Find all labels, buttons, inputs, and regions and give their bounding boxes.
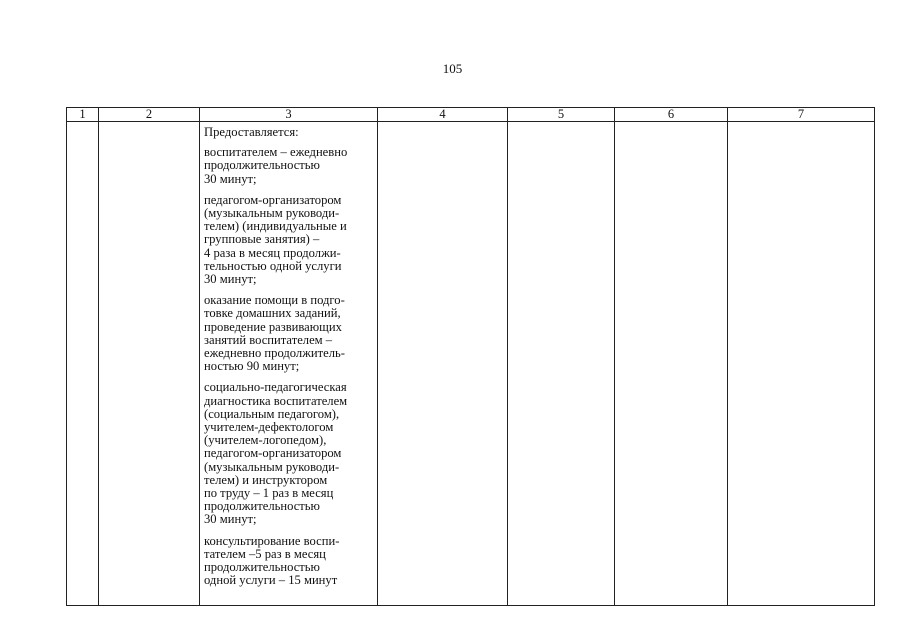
service-paragraph: социально-педагогическая диагностика воспитателем (социальным педагогом), учителем-дефектологом (учителем-логопедом), педагогом-организатором (музыкальным руководи- телем) и инструктором по труду – 1 раз в месяц продолжительностью 30 минут; <box>204 380 348 527</box>
column-header-6: 6 <box>615 108 728 122</box>
column-header-7: 7 <box>728 108 875 122</box>
service-paragraph: оказание помощи в подго- товке домашних заданий, проведение развивающих занятий воспитателем – ежедневно продолжитель- ностью 90 минут; <box>204 293 345 374</box>
table-row <box>67 122 875 606</box>
cell-col-1 <box>67 122 99 606</box>
column-header-2: 2 <box>99 108 200 122</box>
cell-col-3 <box>200 122 378 606</box>
column-header-1: 1 <box>67 108 99 122</box>
column-header-4: 4 <box>378 108 508 122</box>
service-paragraph: воспитателем – ежедневно продолжительностью 30 минут; <box>204 145 348 186</box>
cell-col-4 <box>378 122 508 606</box>
service-paragraph: консультирование воспи- тателем –5 раз в месяц продолжительностью одной услуги – 15 минут <box>204 533 340 588</box>
page-number: 105 <box>442 61 463 76</box>
cell-col-5 <box>508 122 615 606</box>
table-header-row <box>67 108 875 122</box>
service-paragraph: педагогом-организатором (музыкальным руководи- телем) (индивидуальные и групповые занятия) – 4 раза в месяц продолжи- тельностью одной услуги 30 минут; <box>204 192 347 287</box>
services-table <box>66 107 875 606</box>
cell-heading: Предоставляется: <box>204 125 299 139</box>
cell-col-2 <box>99 122 200 606</box>
column-header-3: 3 <box>200 108 378 122</box>
cell-col-6 <box>615 122 728 606</box>
column-header-5: 5 <box>508 108 615 122</box>
cell-col-7 <box>728 122 875 606</box>
